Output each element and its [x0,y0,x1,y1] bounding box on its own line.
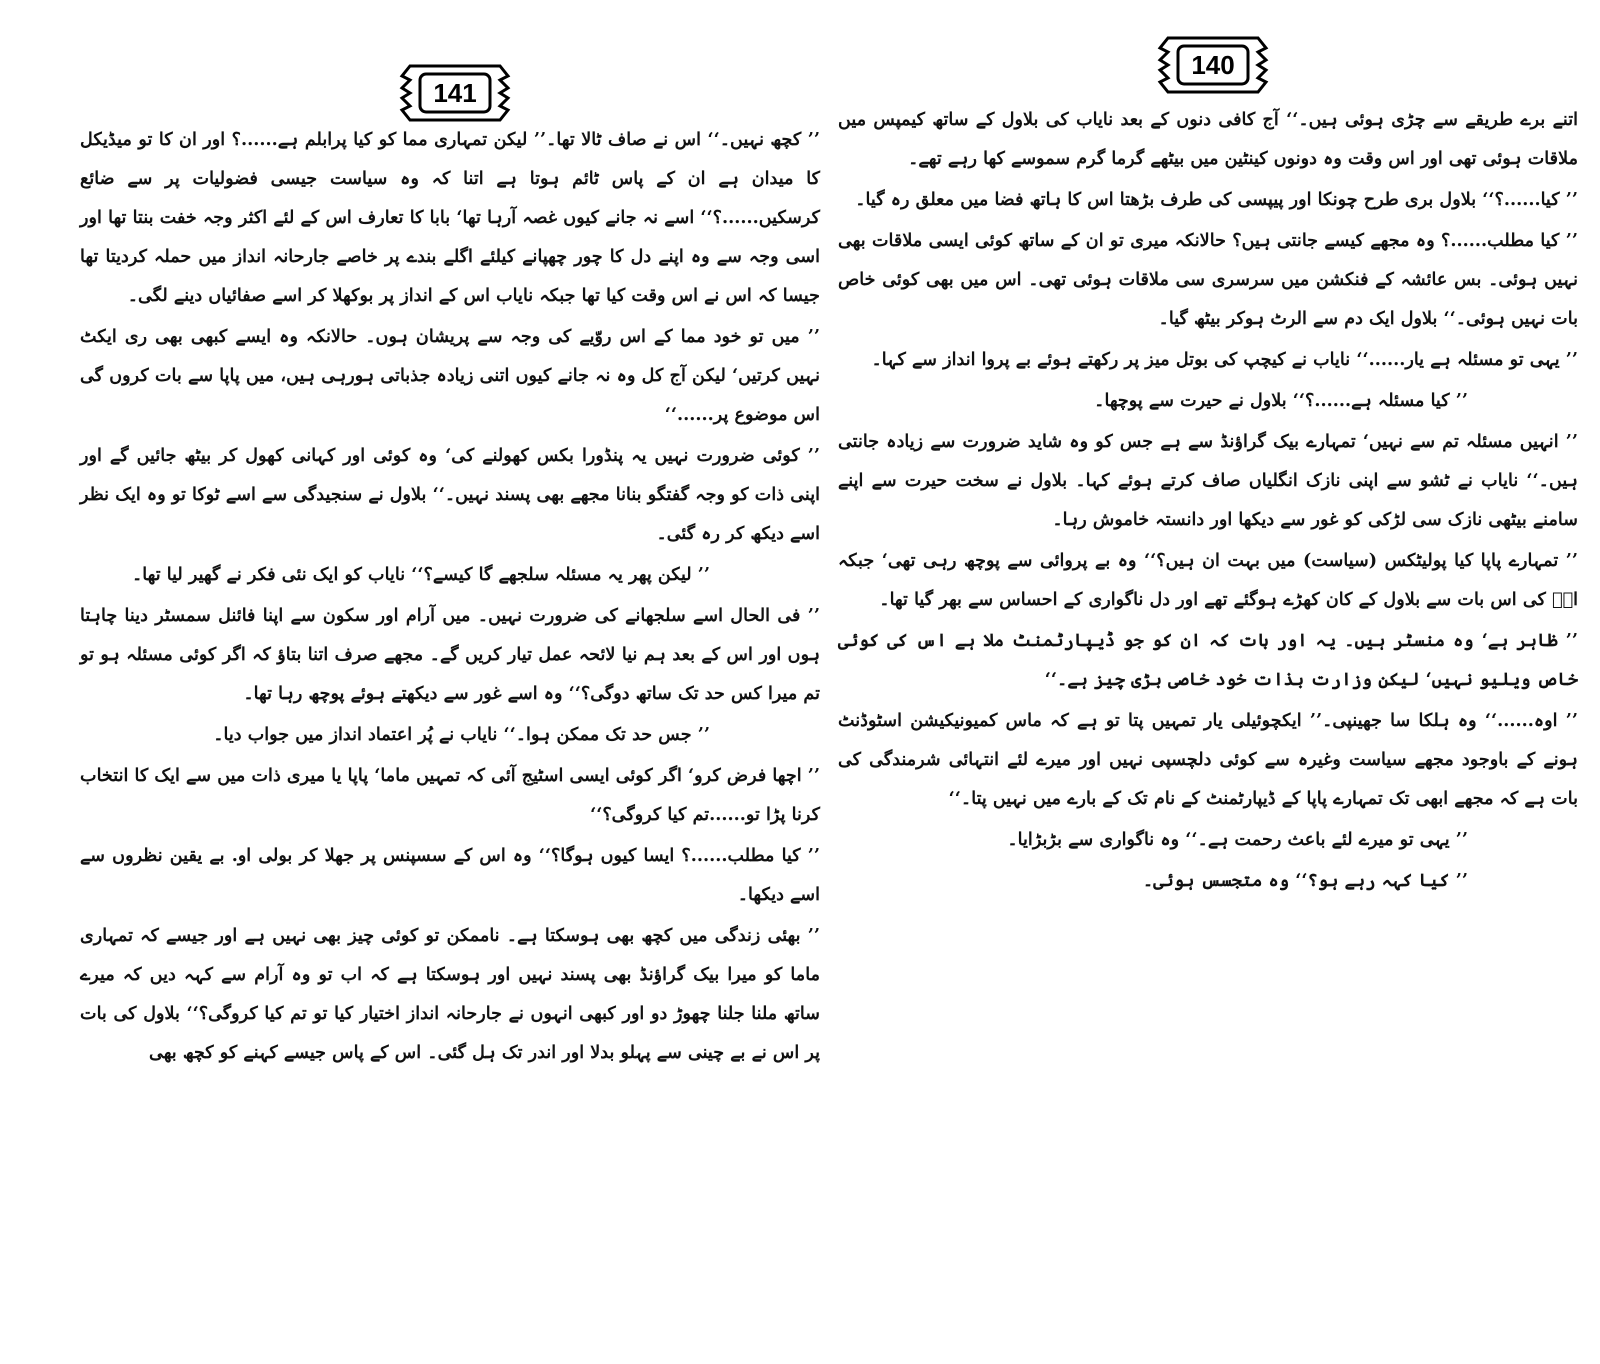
paragraph: ’’ لیکن پھر یہ مسئلہ سلجھے گا کیسے؟‘‘ نایاب کو ایک نئی فکر نے گھیر لیا تھا۔ [131,564,710,585]
paragraph: ’’ فی الحال اسے سلجھانے کی ضرورت نہیں۔ میں آرام اور سکون سے اپنا فائنل سمسٹر دینا چاہتا ہوں اور اس کے بعد ہم نیا لائحہ عمل تیار کریں گے۔ مجھے صرف اتنا بتاؤ کہ اگر کوئی مسئلہ ہو تو تم میرا کس حد تک ساتھ دوگی؟‘‘ وہ اسے غور سے دیکھتے ہوئے پوچھ رہا تھا۔ [80,605,820,704]
paragraph: ’’ کیا مسئلہ ہے......؟‘‘ بلاول نے حیرت سے پوچھا۔ [1094,390,1468,411]
paragraph: ’’ کیا مطلب......؟ ایسا کیوں ہوگا؟‘‘ وہ اس کے سسپنس پر جھلا کر بولی او. بے یقین نظروں سے اسے دیکھا۔ [80,845,820,905]
paragraph: ’’ اوہ......‘‘ وہ ہلکا سا جھینپی۔’’ ایکچوئیلی یار تمہیں پتا تو ہے کہ ماس کمیونیکیشن اسٹوڈنٹ ہونے کے باوجود مجھے سیاست وغیرہ سے کوئی دلچسپی نہیں اور میرے لئے انتہائی شرمندگی کی بات ہے کہ مجھے ابھی تک تمہارے پاپا کے ڈیپارٹمنٹ کے نام تک کے بارے میں نہیں پتا۔‘‘ [838,710,1578,809]
page-text [80,120,820,1074]
page-140 [838,0,1578,1364]
page-number-badge [380,58,530,128]
paragraph: ’’ یہی تو مسئلہ ہے یار......‘‘ نایاب نے کیچپ کی بوتل میز پر رکھتے ہوئے بے پروا انداز سے کہا۔ [871,349,1578,370]
page-number: 140 [1191,49,1235,80]
paragraph: ’’ کچھ نہیں۔‘‘ اس نے صاف ٹالا تھا۔’’ لیکن تمہاری مما کو کیا پرابلم ہے......؟ اور ان کا تو میڈیکل کا میدان ہے ان کے پاس ٹائم ہوتا ہے اتنا کہ وہ سیاست جیسی فضولیات پر سے ضائع کرسکیں......؟‘‘ اسے نہ جانے کیوں غصہ آرہا تھا‘ بابا کا تعارف اس کے لئے اکثر وجہ خفت بنتا تھا اور اسی وجہ سے وہ اپنے دل کا چور چھپانے کیلئے اگلے بندے پر خاصے جارحانہ انداز میں حملہ کردیتا تھا جیسا کہ اس نے اس وقت کیا تھا جبکہ نایاب اس کے انداز پر بوکھلا کر اسے صفائیاں دینے لگی۔ [80,129,820,306]
paragraph: ’’ انہیں مسئلہ تم سے نہیں‘ تمہارے بیک گراؤنڈ سے ہے جس کو وہ شاید ضرورت سے زیادہ جانتی ہیں۔‘‘ نایاب نے ٹشو سے اپنی نازک انگلیاں صاف کرتے ہوئے کہا۔ بلاول نے سخت حیرت سے اپنے سامنے بیٹھی نازک سی لڑکی کو غور سے دیکھا اور دانستہ خاموش رہا۔ [838,431,1578,530]
page-number: 141 [433,77,477,108]
paragraph: ’’ کیا کہہ رہے ہو؟‘‘ وہ متجسس ہوئی۔ [1142,870,1468,891]
paragraph: ’’ تمہارے پاپا کیا پولیٹکس (سیاست) میں بہت ان ہیں؟‘‘ وہ بے پروائی سے پوچھ رہی تھی‘ جبکہ اسؔ کی اس بات سے بلاول کے کان کھڑے ہوگئے تھے اور دل ناگواری کے احساس سے بھر گیا تھا۔ [838,550,1578,610]
paragraph: ’’ اچھا فرض کرو‘ اگر کوئی ایسی اسٹیج آئی کہ تمہیں ماما‘ پاپا یا میری ذات میں سے ایک کا انتخاب کرنا پڑا تو......تم کیا کروگی؟‘‘ [80,765,820,825]
page-number-badge [1138,30,1288,100]
paragraph: ’’ کیا......؟‘‘ بلاول بری طرح چونکا اور پیپسی کی طرف بڑھتا اس کا ہاتھ فضا میں معلق رہ گیا۔ [855,189,1578,210]
paragraph: ’’ یہی تو میرے لئے باعث رحمت ہے۔‘‘ وہ ناگواری سے بڑبڑایا۔ [1007,829,1468,850]
paragraph: ’’ بھئی زندگی میں کچھ بھی ہوسکتا ہے۔ ناممکن تو کوئی چیز بھی نہیں ہے اور جیسے کہ تمہاری ماما کو میرا بیک گراؤنڈ بھی پسند نہیں اور ہوسکتا ہے کہ اب تو وہ آرام سے کہہ دیں کہ میرے ساتھ ملنا جلنا چھوڑ دو اور کبھی انہوں نے جارحانہ انداز اختیار کیا تو تم کیا کروگی؟‘‘ بلاول کی بات پر اس نے بے چینی سے پہلو بدلا اور اندر تک ہل گئی۔ اس کے پاس جیسے کہنے کو کچھ بھی [80,925,820,1063]
paragraph: ’’ جس حد تک ممکن ہوا۔‘‘ نایاب نے پُر اعتماد انداز میں جواب دیا۔ [213,724,710,745]
page-text [838,100,1578,902]
paragraph: ’’ کوئی ضرورت نہیں یہ پنڈورا بکس کھولنے کی‘ وہ کوئی اور کہانی کھول کر بیٹھ جائیں گے اور اپنی ذات کو وجہ گفتگو بنانا مجھے بھی پسند نہیں۔‘‘ بلاول نے سنجیدگی سے اسے ٹوکا تو وہ ایک نظر اسے دیکھ کر رہ گئی۔ [80,445,820,544]
paragraph: ’’ ظاہر ہے‘ وہ منسٹر ہیں۔ یہ اور بات کہ ان کو جو ڈیپارٹمنٹ ملا ہے اس کی کوئی خاص ویلیو نہیں‘ لیکن وزارت بذات خود خاصی بڑی چیز ہے۔‘‘ [838,630,1578,690]
page-141 [80,0,820,1364]
paragraph: ’’ میں تو خود مما کے اس روّیے کی وجہ سے پریشان ہوں۔ حالانکہ وہ ایسے کبھی بھی ری ایکٹ نہیں کرتیں‘ لیکن آج کل وہ نہ جانے کیوں اتنی زیادہ جذباتی ہورہی ہیں، میں پاپا سے بات کروں گی اس موضوع پر......‘‘ [80,326,820,425]
paragraph: اتنے برے طریقے سے چڑی ہوئی ہیں۔‘‘ آج کافی دنوں کے بعد نایاب کی بلاول کے ساتھ کیمپس میں ملاقات ہوئی تھی اور اس وقت وہ دونوں کینٹین میں بیٹھے گرما گرم سموسے کھا رہے تھے۔ [838,109,1578,169]
paragraph: ’’ کیا مطلب......؟ وہ مجھے کیسے جانتی ہیں؟ حالانکہ میری تو ان کے ساتھ کوئی ایسی ملاقات بھی نہیں ہوئی۔ بس عائشہ کے فنکشن میں سرسری سی ملاقات ہوئی تھی۔ اس میں بھی کوئی خاص بات نہیں ہوئی۔‘‘ بلاول ایک دم سے الرٹ ہوکر بیٹھ گیا۔ [838,230,1578,329]
